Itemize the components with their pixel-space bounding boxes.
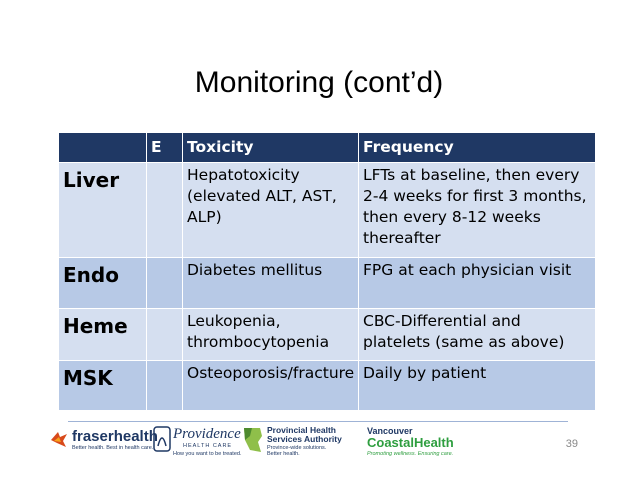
table-row <box>59 258 596 309</box>
table-row <box>59 361 596 411</box>
row-organ: Liver <box>59 163 147 258</box>
footer-divider <box>68 421 568 422</box>
row-toxicity: Diabetes mellitus <box>183 258 359 309</box>
vch-line2: CoastalHealth <box>367 435 454 450</box>
providence-name: Providence <box>173 426 241 442</box>
row-frequency: FPG at each physician visit <box>359 258 596 309</box>
phsa-tagline2: Better health. <box>267 451 300 457</box>
table-row <box>59 163 596 258</box>
row-organ: Endo <box>59 258 147 309</box>
slide-title: Monitoring (cont’d) <box>194 66 444 99</box>
vch-tagline: Promoting wellness. Ensuring care. <box>367 451 454 457</box>
header-frequency: Frequency <box>359 133 596 163</box>
header-e: E <box>147 133 183 163</box>
fraserhealth-tagline: Better health. Best in health care. <box>72 445 154 451</box>
row-toxicity: Osteoporosis/fracture <box>183 361 359 411</box>
fraserhealth-leaf-icon <box>48 428 70 450</box>
providence-sub: HEALTH CARE <box>183 443 233 449</box>
phsa-line2: Services Authority <box>267 434 342 444</box>
phsa-tagline1: Province-wide solutions. <box>267 445 327 451</box>
monitoring-table <box>58 132 596 411</box>
row-frequency: LFTs at baseline, then every 2-4 weeks for first 3 months, then every 8-12 weeks thereafter <box>359 163 596 258</box>
table-row <box>59 309 596 361</box>
vch-line1: Vancouver <box>367 426 413 436</box>
header-blank <box>59 133 147 163</box>
row-e <box>147 361 183 411</box>
row-e <box>147 163 183 258</box>
row-e <box>147 258 183 309</box>
row-frequency: Daily by patient <box>359 361 596 411</box>
phsa-line1: Provincial Health <box>267 425 336 435</box>
row-e <box>147 309 183 361</box>
providence-emblem-icon <box>153 426 171 452</box>
row-organ: Heme <box>59 309 147 361</box>
bc-map-icon <box>242 426 264 454</box>
row-toxicity: Hepatotoxicity (elevated ALT, AST, ALP) <box>183 163 359 258</box>
header-toxicity: Toxicity <box>183 133 359 163</box>
row-toxicity: Leukopenia, thrombocytopenia <box>183 309 359 361</box>
providence-tagline: How you want to be treated. <box>173 451 242 457</box>
page-number: 39 <box>565 438 578 450</box>
fraserhealth-name: fraserhealth <box>72 428 158 445</box>
table-header-row <box>59 133 596 163</box>
row-frequency: CBC-Differential and platelets (same as above) <box>359 309 596 361</box>
row-organ: MSK <box>59 361 147 411</box>
